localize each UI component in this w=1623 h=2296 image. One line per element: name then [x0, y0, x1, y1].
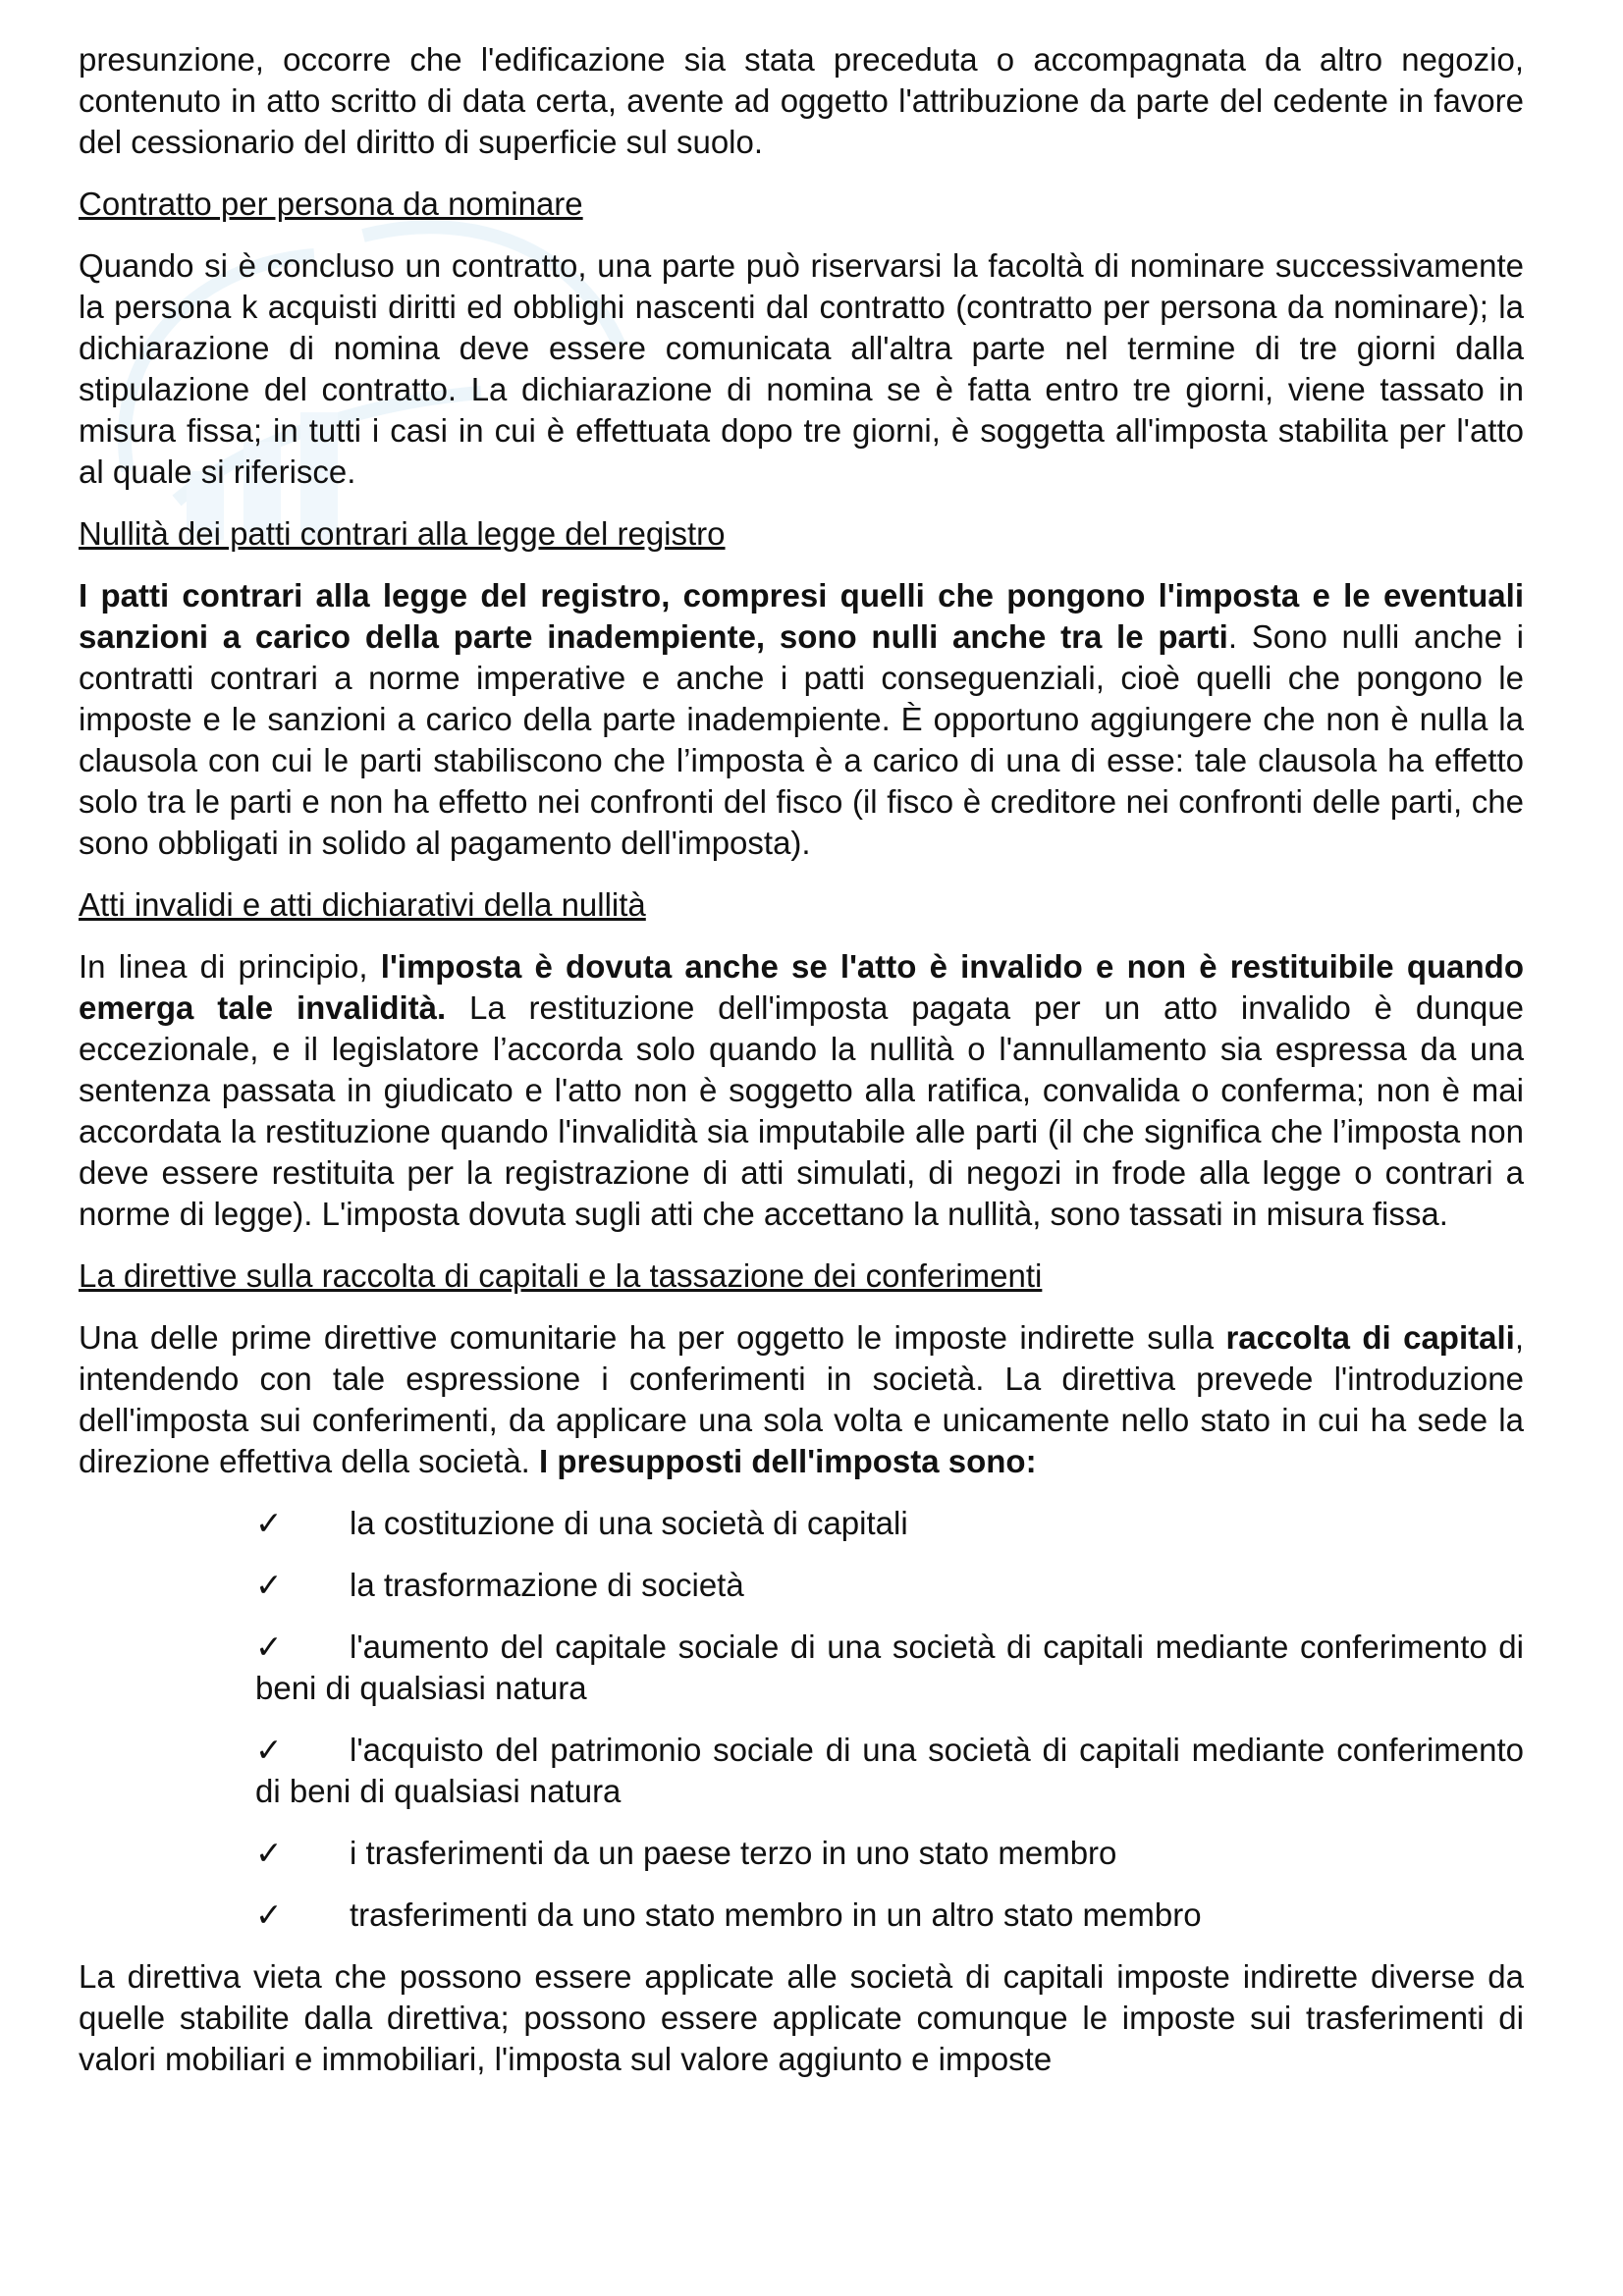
list-item: ✓ la costituzione di una società di capitali	[255, 1503, 1524, 1544]
list-item: ✓ la trasformazione di società	[255, 1565, 1524, 1606]
checkmark-icon: ✓	[255, 1567, 283, 1603]
checkmark-icon: ✓	[255, 1629, 283, 1665]
checkmark-icon: ✓	[255, 1896, 283, 1933]
paragraph-nullita-patti	[79, 575, 1524, 864]
paragraph-direttiva-vieta: La direttiva vieta che possono essere applicate alle società di capitali imposte indirette diverse da quelle stabilite dalla direttiva; possono essere applicate comunque le imposte sui trasferimenti di valori mobiliari e immobiliari, l'imposta sul valore aggiunto e imposte	[79, 1958, 1524, 2077]
paragraph-nullita-patti-rest: . Sono nulli anche i contratti contrari a norme imperative e anche i patti conseguenziali, cioè quelli che pongono le imposte e le sanzioni a carico della parte inadempiente. È opportuno aggiungere che non è nulla la clausola con cui le parti stabiliscono che l’imposta è a carico di una di esse: tale clausola ha effetto solo tra le parti e non ha effetto nei confronti del fisco (il fisco è creditore nei confronti delle parti, che sono obbligati in solido al pagamento dell'imposta).	[79, 618, 1524, 861]
paragraph-atti-invalidi-bold: l'imposta è dovuta anche se l'atto è invalido e non è restituibile quando emerga tale invalidità.	[79, 948, 1524, 1026]
checkmark-icon: ✓	[255, 1505, 283, 1541]
checkmark-icon: ✓	[255, 1835, 283, 1871]
heading-contratto-persona: Contratto per persona da nominare	[79, 186, 583, 222]
document-page	[79, 39, 1524, 2101]
paragraph-direttive-capitali: Una delle prime direttive comunitarie ha per oggetto le imposte indirette sulla raccolta di capitali, intendendo con tale espressione i conferimenti in società. La direttiva prevede l'introduzione dell'imposta sui conferimenti, da applicare una sola volta e unicamente nello stato in cui ha sede la direzione effettiva della società. I presupposti dell'imposta sono:	[79, 1319, 1524, 1479]
checkmark-icon: ✓	[255, 1732, 283, 1768]
paragraph-intro: presunzione, occorre che l'edificazione sia stata preceduta o accompagnata da altro negozio, contenuto in atto scritto di data certa, avente ad oggetto l'attribuzione da parte del cedente in favore del cessionario del diritto di superficie sul suolo.	[79, 41, 1524, 160]
heading-atti-invalidi: Atti invalidi e atti dichiarativi della nullità	[79, 886, 646, 923]
paragraph-contratto-persona: Quando si è concluso un contratto, una parte può riservarsi la facoltà di nominare successivamente la persona k acquisti diritti ed obblighi nascenti dal contratto (contratto per persona da nominare); la dichiarazione di nomina deve essere comunicata all'altra parte nel termine di tre giorni dalla stipulazione del contratto. La dichiarazione di nomina se è fatta entro tre giorni, viene tassato in misura fissa; in tutti i casi in cui è effettuata dopo tre giorni, è soggetta all'imposta stabilita per l'atto al quale si riferisce.	[79, 247, 1524, 490]
heading-direttive-capitali: La direttive sulla raccolta di capitali e la tassazione dei conferimenti	[79, 1257, 1043, 1294]
paragraph-atti-invalidi: In linea di principio, l'imposta è dovuta anche se l'atto è invalido e non è restituibile quando emerga tale invalidità. La restituzione dell'imposta pagata per un atto invalido è dunque eccezionale, e il legislatore l’accorda solo quando la nullità o l'annullamento sia espressa da una sentenza passata in giudicato e l'atto non è soggetto alla ratifica, convalida o conferma; non è mai accordata la restituzione quando l'invalidità sia imputabile alle parti (il che significa che l’imposta non deve essere restituita per la registrazione di atti simulati, di negozi in frode alla legge o contrari a norme di legge). L'imposta dovuta sugli atti che accettano la nullità, sono tassati in misura fissa.	[79, 948, 1524, 1232]
list-item: ✓ l'aumento del capitale sociale di una società di capitali mediante conferimento di beni di qualsiasi natura	[255, 1629, 1524, 1706]
presupposti-list	[79, 1503, 1524, 1936]
list-item: ✓ trasferimenti da uno stato membro in un altro stato membro	[255, 1895, 1524, 1936]
heading-nullita-patti: Nullità dei patti contrari alla legge del registro	[79, 515, 726, 552]
list-item: ✓ i trasferimenti da un paese terzo in uno stato membro	[255, 1833, 1524, 1874]
paragraph-nullita-patti-bold: I patti contrari alla legge del registro, compresi quelli che pongono l'imposta e le eventuali sanzioni a carico della parte inadempiente, sono nulli anche tra le parti	[79, 577, 1524, 655]
list-item: ✓ l'acquisto del patrimonio sociale di una società di capitali mediante conferimento di beni di qualsiasi natura	[255, 1732, 1524, 1809]
